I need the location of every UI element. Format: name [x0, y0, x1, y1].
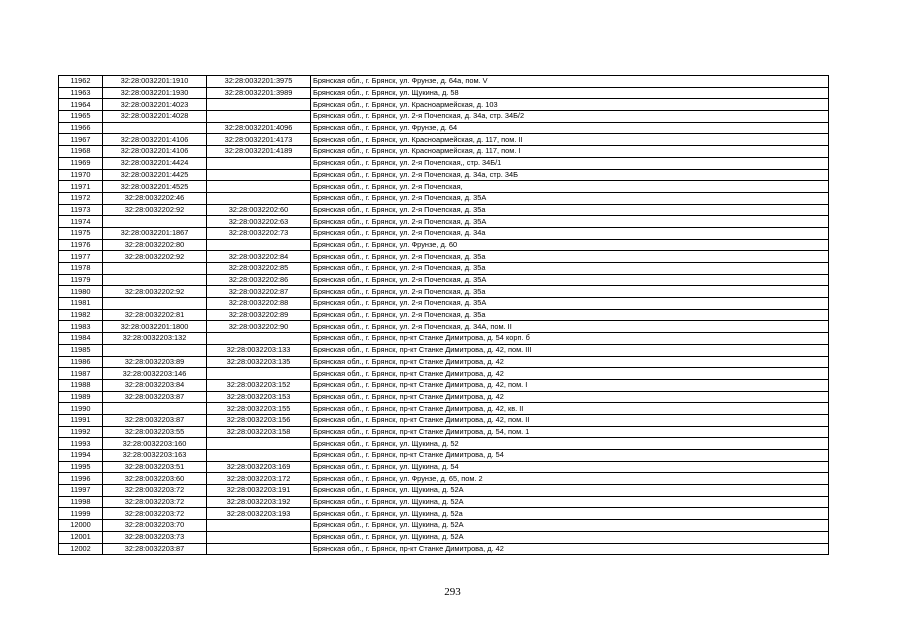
object-cadastral-number-cell: [207, 450, 311, 462]
land-cadastral-number-cell: 32:28:0032201:4425: [103, 169, 207, 181]
address-cell: Брянская обл., г. Брянск, ул. Щукина, д. 58: [311, 87, 829, 99]
land-cadastral-number-cell: 32:28:0032203:146: [103, 368, 207, 380]
address-cell: Брянская обл., г. Брянск, ул. 2-я Почепская, д. 35А: [311, 298, 829, 310]
land-cadastral-number-cell: 32:28:0032201:4106: [103, 134, 207, 146]
object-cadastral-number-cell: [207, 543, 311, 555]
row-number-cell: 11971: [59, 181, 103, 193]
page-number: 293: [444, 586, 461, 598]
object-cadastral-number-cell: 32:28:0032201:4096: [207, 122, 311, 134]
address-cell: Брянская обл., г. Брянск, пр-кт Станке Димитрова, д. 54, пом. 1: [311, 426, 829, 438]
table-row: [59, 251, 829, 263]
object-cadastral-number-cell: 32:28:0032202:84: [207, 251, 311, 263]
row-number-cell: 11994: [59, 450, 103, 462]
table-row: [59, 157, 829, 169]
table-row: [59, 496, 829, 508]
object-cadastral-number-cell: [207, 181, 311, 193]
table-row: [59, 543, 829, 555]
land-cadastral-number-cell: 32:28:0032202:80: [103, 239, 207, 251]
row-number-cell: 11993: [59, 438, 103, 450]
address-cell: Брянская обл., г. Брянск, ул. 2-я Почепская, д. 35а: [311, 251, 829, 263]
land-cadastral-number-cell: 32:28:0032202:92: [103, 251, 207, 263]
table-row: [59, 403, 829, 415]
row-number-cell: 11965: [59, 111, 103, 123]
object-cadastral-number-cell: [207, 157, 311, 169]
row-number-cell: 11996: [59, 473, 103, 485]
address-cell: Брянская обл., г. Брянск, ул. Щукина, д. 52А: [311, 531, 829, 543]
land-cadastral-number-cell: [103, 216, 207, 228]
address-cell: Брянская обл., г. Брянск, ул. Щукина, д. 54: [311, 461, 829, 473]
table-row: [59, 426, 829, 438]
row-number-cell: 11978: [59, 263, 103, 275]
row-number-cell: 12001: [59, 531, 103, 543]
land-cadastral-number-cell: 32:28:0032201:4106: [103, 146, 207, 158]
address-cell: Брянская обл., г. Брянск, ул. 2-я Почепская, д. 35А: [311, 216, 829, 228]
table-row: [59, 122, 829, 134]
row-number-cell: 11999: [59, 508, 103, 520]
land-cadastral-number-cell: 32:28:0032203:72: [103, 508, 207, 520]
object-cadastral-number-cell: [207, 99, 311, 111]
object-cadastral-number-cell: 32:28:0032202:63: [207, 216, 311, 228]
row-number-cell: 11967: [59, 134, 103, 146]
row-number-cell: 11979: [59, 274, 103, 286]
row-number-cell: 11969: [59, 157, 103, 169]
registry-table: [58, 75, 829, 555]
row-number-cell: 11964: [59, 99, 103, 111]
table-row: [59, 169, 829, 181]
object-cadastral-number-cell: 32:28:0032201:3989: [207, 87, 311, 99]
address-cell: Брянская обл., г. Брянск, пр-кт Станке Димитрова, д. 42, кв. II: [311, 403, 829, 415]
object-cadastral-number-cell: 32:28:0032203:169: [207, 461, 311, 473]
row-number-cell: 11987: [59, 368, 103, 380]
land-cadastral-number-cell: 32:28:0032203:70: [103, 520, 207, 532]
object-cadastral-number-cell: [207, 111, 311, 123]
land-cadastral-number-cell: 32:28:0032203:73: [103, 531, 207, 543]
land-cadastral-number-cell: 32:28:0032201:1910: [103, 76, 207, 88]
address-cell: Брянская обл., г. Брянск, пр-кт Станке Димитрова, д. 42: [311, 391, 829, 403]
land-cadastral-number-cell: 32:28:0032201:1930: [103, 87, 207, 99]
object-cadastral-number-cell: [207, 239, 311, 251]
address-cell: Брянская обл., г. Брянск, ул. 2-я Почепская, д. 34А, пом. II: [311, 321, 829, 333]
row-number-cell: 11976: [59, 239, 103, 251]
land-cadastral-number-cell: [103, 344, 207, 356]
address-cell: Брянская обл., г. Брянск, ул. Щукина, д. 52А: [311, 496, 829, 508]
object-cadastral-number-cell: 32:28:0032202:87: [207, 286, 311, 298]
land-cadastral-number-cell: 32:28:0032203:132: [103, 333, 207, 345]
table-row: [59, 146, 829, 158]
address-cell: Брянская обл., г. Брянск, ул. 2-я Почепская, д. 35а: [311, 286, 829, 298]
land-cadastral-number-cell: 32:28:0032202:92: [103, 204, 207, 216]
land-cadastral-number-cell: 32:28:0032201:1800: [103, 321, 207, 333]
address-cell: Брянская обл., г. Брянск, пр-кт Станке Димитрова, д. 42: [311, 356, 829, 368]
row-number-cell: 11985: [59, 344, 103, 356]
address-cell: Брянская обл., г. Брянск, ул. 2-я Почепская, д. 35А: [311, 274, 829, 286]
object-cadastral-number-cell: [207, 192, 311, 204]
land-cadastral-number-cell: [103, 122, 207, 134]
land-cadastral-number-cell: 32:28:0032201:4023: [103, 99, 207, 111]
table-row: [59, 333, 829, 345]
table-row: [59, 111, 829, 123]
row-number-cell: 11989: [59, 391, 103, 403]
address-cell: Брянская обл., г. Брянск, пр-кт Станке Димитрова, д. 42: [311, 368, 829, 380]
address-cell: Брянская обл., г. Брянск, ул. Щукина, д. 52: [311, 438, 829, 450]
object-cadastral-number-cell: 32:28:0032203:155: [207, 403, 311, 415]
table-row: [59, 379, 829, 391]
address-cell: Брянская обл., г. Брянск, пр-кт Станке Димитрова, д. 54 корп. б: [311, 333, 829, 345]
row-number-cell: 11977: [59, 251, 103, 263]
table-row: [59, 227, 829, 239]
table-row: [59, 520, 829, 532]
address-cell: Брянская обл., г. Брянск, ул. Красноармейская, д. 103: [311, 99, 829, 111]
land-cadastral-number-cell: 32:28:0032203:55: [103, 426, 207, 438]
object-cadastral-number-cell: 32:28:0032202:60: [207, 204, 311, 216]
object-cadastral-number-cell: 32:28:0032203:153: [207, 391, 311, 403]
table-row: [59, 368, 829, 380]
address-cell: Брянская обл., г. Брянск, пр-кт Станке Димитрова, д. 54: [311, 450, 829, 462]
land-cadastral-number-cell: 32:28:0032202:81: [103, 309, 207, 321]
object-cadastral-number-cell: 32:28:0032202:85: [207, 263, 311, 275]
address-cell: Брянская обл., г. Брянск, ул. Красноармейская, д. 117, пом. II: [311, 134, 829, 146]
row-number-cell: 11974: [59, 216, 103, 228]
row-number-cell: 11991: [59, 414, 103, 426]
address-cell: Брянская обл., г. Брянск, ул. Щукина, д. 52А: [311, 520, 829, 532]
object-cadastral-number-cell: [207, 438, 311, 450]
address-cell: Брянская обл., г. Брянск, ул. Фрунзе, д. 64а, пом. V: [311, 76, 829, 88]
table-row: [59, 438, 829, 450]
address-cell: Брянская обл., г. Брянск, ул. Щукина, д. 52а: [311, 508, 829, 520]
object-cadastral-number-cell: [207, 169, 311, 181]
row-number-cell: 11982: [59, 309, 103, 321]
row-number-cell: 12002: [59, 543, 103, 555]
table-row: [59, 461, 829, 473]
row-number-cell: 11966: [59, 122, 103, 134]
row-number-cell: 11988: [59, 379, 103, 391]
land-cadastral-number-cell: 32:28:0032201:4525: [103, 181, 207, 193]
object-cadastral-number-cell: 32:28:0032203:158: [207, 426, 311, 438]
address-cell: Брянская обл., г. Брянск, ул. Фрунзе, д. 64: [311, 122, 829, 134]
table-row: [59, 508, 829, 520]
object-cadastral-number-cell: 32:28:0032203:156: [207, 414, 311, 426]
address-cell: Брянская обл., г. Брянск, ул. Щукина, д. 52А: [311, 485, 829, 497]
address-cell: Брянская обл., г. Брянск, ул. Фрунзе, д. 65, пом. 2: [311, 473, 829, 485]
address-cell: Брянская обл., г. Брянск, ул. 2-я Почепская, д. 35А: [311, 192, 829, 204]
address-cell: Брянская обл., г. Брянск, ул. Фрунзе, д. 60: [311, 239, 829, 251]
object-cadastral-number-cell: [207, 531, 311, 543]
table-row: [59, 286, 829, 298]
land-cadastral-number-cell: 32:28:0032203:87: [103, 391, 207, 403]
address-cell: Брянская обл., г. Брянск, пр-кт Станке Димитрова, д. 42, пом. III: [311, 344, 829, 356]
land-cadastral-number-cell: [103, 263, 207, 275]
object-cadastral-number-cell: 32:28:0032203:135: [207, 356, 311, 368]
land-cadastral-number-cell: 32:28:0032203:87: [103, 543, 207, 555]
address-cell: Брянская обл., г. Брянск, ул. 2-я Почепская,, стр. 34Б/1: [311, 157, 829, 169]
land-cadastral-number-cell: 32:28:0032203:72: [103, 485, 207, 497]
address-cell: Брянская обл., г. Брянск, ул. 2-я Почепская, д. 35а: [311, 204, 829, 216]
table-row: [59, 473, 829, 485]
address-cell: Брянская обл., г. Брянск, ул. 2-я Почепская, д. 34а: [311, 227, 829, 239]
row-number-cell: 11997: [59, 485, 103, 497]
address-cell: Брянская обл., г. Брянск, ул. Красноармейская, д. 117, пом. I: [311, 146, 829, 158]
land-cadastral-number-cell: 32:28:0032201:4424: [103, 157, 207, 169]
object-cadastral-number-cell: 32:28:0032203:172: [207, 473, 311, 485]
table-row: [59, 391, 829, 403]
object-cadastral-number-cell: 32:28:0032203:133: [207, 344, 311, 356]
row-number-cell: 11980: [59, 286, 103, 298]
land-cadastral-number-cell: 32:28:0032203:84: [103, 379, 207, 391]
table-row: [59, 274, 829, 286]
table-row: [59, 239, 829, 251]
address-cell: Брянская обл., г. Брянск, ул. 2-я Почепская,: [311, 181, 829, 193]
object-cadastral-number-cell: 32:28:0032203:152: [207, 379, 311, 391]
table-row: [59, 134, 829, 146]
table-row: [59, 76, 829, 88]
table-row: [59, 263, 829, 275]
table-row: [59, 485, 829, 497]
object-cadastral-number-cell: 32:28:0032202:73: [207, 227, 311, 239]
table-row: [59, 450, 829, 462]
row-number-cell: 11986: [59, 356, 103, 368]
address-cell: Брянская обл., г. Брянск, пр-кт Станке Димитрова, д. 42: [311, 543, 829, 555]
table-row: [59, 99, 829, 111]
land-cadastral-number-cell: [103, 274, 207, 286]
row-number-cell: 11975: [59, 227, 103, 239]
object-cadastral-number-cell: [207, 333, 311, 345]
land-cadastral-number-cell: 32:28:0032203:160: [103, 438, 207, 450]
object-cadastral-number-cell: 32:28:0032202:86: [207, 274, 311, 286]
land-cadastral-number-cell: 32:28:0032203:51: [103, 461, 207, 473]
table-row: [59, 192, 829, 204]
land-cadastral-number-cell: 32:28:0032203:89: [103, 356, 207, 368]
object-cadastral-number-cell: 32:28:0032202:89: [207, 309, 311, 321]
table-row: [59, 181, 829, 193]
table-row: [59, 204, 829, 216]
address-cell: Брянская обл., г. Брянск, ул. 2-я Почепская, д. 35а: [311, 263, 829, 275]
address-cell: Брянская обл., г. Брянск, пр-кт Станке Димитрова, д. 42, пом. I: [311, 379, 829, 391]
object-cadastral-number-cell: 32:28:0032201:4173: [207, 134, 311, 146]
row-number-cell: 11963: [59, 87, 103, 99]
object-cadastral-number-cell: [207, 368, 311, 380]
land-cadastral-number-cell: 32:28:0032202:92: [103, 286, 207, 298]
table-row: [59, 309, 829, 321]
row-number-cell: 11973: [59, 204, 103, 216]
object-cadastral-number-cell: 32:28:0032203:192: [207, 496, 311, 508]
land-cadastral-number-cell: [103, 298, 207, 310]
table-row: [59, 531, 829, 543]
row-number-cell: 11992: [59, 426, 103, 438]
land-cadastral-number-cell: 32:28:0032203:72: [103, 496, 207, 508]
land-cadastral-number-cell: [103, 403, 207, 415]
table-row: [59, 321, 829, 333]
row-number-cell: 11970: [59, 169, 103, 181]
land-cadastral-number-cell: 32:28:0032202:46: [103, 192, 207, 204]
land-cadastral-number-cell: 32:28:0032203:87: [103, 414, 207, 426]
address-cell: Брянская обл., г. Брянск, ул. 2-я Почепская, д. 34а, стр. 34Б/2: [311, 111, 829, 123]
object-cadastral-number-cell: 32:28:0032203:191: [207, 485, 311, 497]
object-cadastral-number-cell: [207, 520, 311, 532]
row-number-cell: 11972: [59, 192, 103, 204]
address-cell: Брянская обл., г. Брянск, ул. 2-я Почепская, д. 34а, стр. 34Б: [311, 169, 829, 181]
object-cadastral-number-cell: 32:28:0032202:88: [207, 298, 311, 310]
row-number-cell: 11990: [59, 403, 103, 415]
registry-table-body: [59, 76, 829, 555]
row-number-cell: 12000: [59, 520, 103, 532]
land-cadastral-number-cell: 32:28:0032203:163: [103, 450, 207, 462]
table-row: [59, 356, 829, 368]
row-number-cell: 11984: [59, 333, 103, 345]
address-cell: Брянская обл., г. Брянск, пр-кт Станке Димитрова, д. 42, пом. II: [311, 414, 829, 426]
table-row: [59, 87, 829, 99]
object-cadastral-number-cell: 32:28:0032203:193: [207, 508, 311, 520]
address-cell: Брянская обл., г. Брянск, ул. 2-я Почепская, д. 35а: [311, 309, 829, 321]
table-row: [59, 298, 829, 310]
row-number-cell: 11962: [59, 76, 103, 88]
table-row: [59, 414, 829, 426]
table-row: [59, 216, 829, 228]
row-number-cell: 11983: [59, 321, 103, 333]
land-cadastral-number-cell: 32:28:0032201:4028: [103, 111, 207, 123]
table-row: [59, 344, 829, 356]
object-cadastral-number-cell: 32:28:0032202:90: [207, 321, 311, 333]
object-cadastral-number-cell: 32:28:0032201:3975: [207, 76, 311, 88]
row-number-cell: 11998: [59, 496, 103, 508]
object-cadastral-number-cell: 32:28:0032201:4189: [207, 146, 311, 158]
row-number-cell: 11981: [59, 298, 103, 310]
land-cadastral-number-cell: 32:28:0032201:1867: [103, 227, 207, 239]
row-number-cell: 11995: [59, 461, 103, 473]
land-cadastral-number-cell: 32:28:0032203:60: [103, 473, 207, 485]
row-number-cell: 11968: [59, 146, 103, 158]
